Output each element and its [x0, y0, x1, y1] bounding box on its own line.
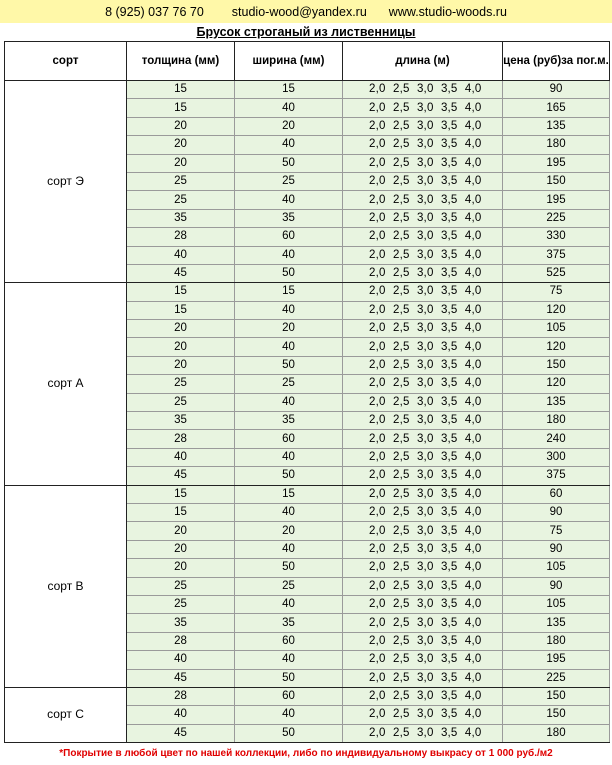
website-link[interactable]: www.studio-woods.ru — [388, 4, 507, 19]
length-cell: 2,0 2,5 3,0 3,5 4,0 — [343, 320, 503, 338]
price-cell: 75 — [503, 522, 610, 540]
thickness-cell: 40 — [127, 246, 235, 264]
thickness-cell: 15 — [127, 99, 235, 117]
thickness-cell: 20 — [127, 522, 235, 540]
width-cell: 25 — [235, 577, 343, 595]
grade-cell: сорт Э — [5, 81, 127, 283]
width-cell: 60 — [235, 228, 343, 246]
width-cell: 50 — [235, 154, 343, 172]
thickness-cell: 40 — [127, 448, 235, 466]
price-cell: 120 — [503, 338, 610, 356]
width-cell: 40 — [235, 651, 343, 669]
length-cell: 2,0 2,5 3,0 3,5 4,0 — [343, 724, 503, 742]
thickness-cell: 20 — [127, 540, 235, 558]
price-cell: 225 — [503, 209, 610, 227]
column-header-width: ширина (мм) — [235, 42, 343, 81]
thickness-cell: 35 — [127, 614, 235, 632]
width-cell: 40 — [235, 301, 343, 319]
price-cell: 90 — [503, 503, 610, 521]
width-cell: 50 — [235, 356, 343, 374]
thickness-cell: 45 — [127, 724, 235, 742]
price-cell: 135 — [503, 614, 610, 632]
email-address[interactable]: studio-wood@yandex.ru — [231, 4, 367, 19]
length-cell: 2,0 2,5 3,0 3,5 4,0 — [343, 393, 503, 411]
price-cell: 150 — [503, 356, 610, 374]
length-cell: 2,0 2,5 3,0 3,5 4,0 — [343, 559, 503, 577]
thickness-cell: 25 — [127, 191, 235, 209]
thickness-cell: 20 — [127, 320, 235, 338]
thickness-cell: 28 — [127, 632, 235, 650]
column-header-price: цена (руб)за пог.м. — [503, 42, 610, 81]
thickness-cell: 15 — [127, 503, 235, 521]
price-cell: 180 — [503, 724, 610, 742]
length-cell: 2,0 2,5 3,0 3,5 4,0 — [343, 356, 503, 374]
price-cell: 180 — [503, 412, 610, 430]
length-cell: 2,0 2,5 3,0 3,5 4,0 — [343, 412, 503, 430]
price-table — [4, 41, 610, 743]
width-cell: 25 — [235, 375, 343, 393]
price-cell: 375 — [503, 246, 610, 264]
width-cell: 40 — [235, 595, 343, 613]
length-cell: 2,0 2,5 3,0 3,5 4,0 — [343, 467, 503, 485]
width-cell: 60 — [235, 632, 343, 650]
price-cell: 165 — [503, 99, 610, 117]
thickness-cell: 45 — [127, 669, 235, 687]
length-cell: 2,0 2,5 3,0 3,5 4,0 — [343, 154, 503, 172]
width-cell: 20 — [235, 522, 343, 540]
price-cell: 105 — [503, 559, 610, 577]
price-cell: 120 — [503, 301, 610, 319]
price-cell: 90 — [503, 81, 610, 99]
thickness-cell: 20 — [127, 356, 235, 374]
length-cell: 2,0 2,5 3,0 3,5 4,0 — [343, 706, 503, 724]
thickness-cell: 20 — [127, 559, 235, 577]
thickness-cell: 25 — [127, 577, 235, 595]
thickness-cell: 28 — [127, 430, 235, 448]
width-cell: 40 — [235, 338, 343, 356]
width-cell: 40 — [235, 99, 343, 117]
length-cell: 2,0 2,5 3,0 3,5 4,0 — [343, 632, 503, 650]
width-cell: 40 — [235, 503, 343, 521]
length-cell: 2,0 2,5 3,0 3,5 4,0 — [343, 448, 503, 466]
width-cell: 50 — [235, 669, 343, 687]
length-cell: 2,0 2,5 3,0 3,5 4,0 — [343, 614, 503, 632]
width-cell: 50 — [235, 467, 343, 485]
contact-bar — [0, 0, 612, 23]
price-cell: 240 — [503, 430, 610, 448]
thickness-cell: 35 — [127, 412, 235, 430]
length-cell: 2,0 2,5 3,0 3,5 4,0 — [343, 99, 503, 117]
price-cell: 525 — [503, 264, 610, 282]
length-cell: 2,0 2,5 3,0 3,5 4,0 — [343, 503, 503, 521]
width-cell: 35 — [235, 209, 343, 227]
width-cell: 35 — [235, 412, 343, 430]
thickness-cell: 20 — [127, 136, 235, 154]
length-cell: 2,0 2,5 3,0 3,5 4,0 — [343, 338, 503, 356]
table-row — [5, 81, 610, 99]
width-cell: 15 — [235, 485, 343, 503]
price-cell: 150 — [503, 706, 610, 724]
price-cell: 135 — [503, 117, 610, 135]
width-cell: 20 — [235, 117, 343, 135]
width-cell: 40 — [235, 706, 343, 724]
length-cell: 2,0 2,5 3,0 3,5 4,0 — [343, 522, 503, 540]
length-cell: 2,0 2,5 3,0 3,5 4,0 — [343, 687, 503, 705]
price-cell: 90 — [503, 540, 610, 558]
thickness-cell: 28 — [127, 687, 235, 705]
table-row — [5, 485, 610, 503]
thickness-cell: 15 — [127, 301, 235, 319]
price-cell: 375 — [503, 467, 610, 485]
phone-number: 8 (925) 037 76 70 — [105, 4, 204, 19]
length-cell: 2,0 2,5 3,0 3,5 4,0 — [343, 651, 503, 669]
thickness-cell: 25 — [127, 393, 235, 411]
length-cell: 2,0 2,5 3,0 3,5 4,0 — [343, 246, 503, 264]
table-row — [5, 283, 610, 301]
footnote: *Покрытие в любой цвет по нашей коллекции, либо по индивидуальному выкрасу от 1 000 руб./м2 — [59, 748, 553, 759]
price-cell: 120 — [503, 375, 610, 393]
width-cell: 25 — [235, 172, 343, 190]
width-cell: 20 — [235, 320, 343, 338]
length-cell: 2,0 2,5 3,0 3,5 4,0 — [343, 264, 503, 282]
thickness-cell: 25 — [127, 172, 235, 190]
length-cell: 2,0 2,5 3,0 3,5 4,0 — [343, 209, 503, 227]
price-cell: 225 — [503, 669, 610, 687]
thickness-cell: 25 — [127, 595, 235, 613]
width-cell: 40 — [235, 246, 343, 264]
width-cell: 40 — [235, 448, 343, 466]
table-header-row — [5, 42, 610, 81]
thickness-cell: 20 — [127, 338, 235, 356]
grade-cell: сорт С — [5, 687, 127, 742]
length-cell: 2,0 2,5 3,0 3,5 4,0 — [343, 172, 503, 190]
width-cell: 40 — [235, 136, 343, 154]
length-cell: 2,0 2,5 3,0 3,5 4,0 — [343, 430, 503, 448]
price-cell: 90 — [503, 577, 610, 595]
thickness-cell: 25 — [127, 375, 235, 393]
width-cell: 60 — [235, 430, 343, 448]
thickness-cell: 45 — [127, 264, 235, 282]
width-cell: 50 — [235, 724, 343, 742]
price-cell: 195 — [503, 154, 610, 172]
thickness-cell: 45 — [127, 467, 235, 485]
column-header-thickness: толщина (мм) — [127, 42, 235, 81]
table-body — [5, 81, 610, 743]
price-cell: 75 — [503, 283, 610, 301]
length-cell: 2,0 2,5 3,0 3,5 4,0 — [343, 485, 503, 503]
price-cell: 180 — [503, 632, 610, 650]
length-cell: 2,0 2,5 3,0 3,5 4,0 — [343, 228, 503, 246]
price-cell: 195 — [503, 651, 610, 669]
price-cell: 150 — [503, 687, 610, 705]
grade-cell: сорт А — [5, 283, 127, 485]
length-cell: 2,0 2,5 3,0 3,5 4,0 — [343, 595, 503, 613]
thickness-cell: 15 — [127, 485, 235, 503]
length-cell: 2,0 2,5 3,0 3,5 4,0 — [343, 117, 503, 135]
table-row — [5, 687, 610, 705]
grade-cell: сорт В — [5, 485, 127, 687]
width-cell: 40 — [235, 191, 343, 209]
price-cell: 135 — [503, 393, 610, 411]
width-cell: 50 — [235, 559, 343, 577]
length-cell: 2,0 2,5 3,0 3,5 4,0 — [343, 669, 503, 687]
price-cell: 330 — [503, 228, 610, 246]
thickness-cell: 28 — [127, 228, 235, 246]
thickness-cell: 35 — [127, 209, 235, 227]
price-cell: 180 — [503, 136, 610, 154]
price-cell: 300 — [503, 448, 610, 466]
thickness-cell: 20 — [127, 154, 235, 172]
thickness-cell: 15 — [127, 283, 235, 301]
length-cell: 2,0 2,5 3,0 3,5 4,0 — [343, 301, 503, 319]
price-cell: 105 — [503, 320, 610, 338]
column-header-length: длина (м) — [343, 42, 503, 81]
thickness-cell: 20 — [127, 117, 235, 135]
price-cell: 150 — [503, 172, 610, 190]
length-cell: 2,0 2,5 3,0 3,5 4,0 — [343, 191, 503, 209]
length-cell: 2,0 2,5 3,0 3,5 4,0 — [343, 136, 503, 154]
width-cell: 15 — [235, 81, 343, 99]
width-cell: 40 — [235, 393, 343, 411]
length-cell: 2,0 2,5 3,0 3,5 4,0 — [343, 283, 503, 301]
price-cell: 60 — [503, 485, 610, 503]
thickness-cell: 15 — [127, 81, 235, 99]
price-cell: 195 — [503, 191, 610, 209]
thickness-cell: 40 — [127, 651, 235, 669]
width-cell: 60 — [235, 687, 343, 705]
page-title: Брусок строганый из лиственницы — [196, 25, 416, 39]
length-cell: 2,0 2,5 3,0 3,5 4,0 — [343, 540, 503, 558]
width-cell: 15 — [235, 283, 343, 301]
length-cell: 2,0 2,5 3,0 3,5 4,0 — [343, 375, 503, 393]
thickness-cell: 40 — [127, 706, 235, 724]
length-cell: 2,0 2,5 3,0 3,5 4,0 — [343, 577, 503, 595]
price-cell: 105 — [503, 595, 610, 613]
column-header-grade: сорт — [5, 42, 127, 81]
width-cell: 50 — [235, 264, 343, 282]
width-cell: 35 — [235, 614, 343, 632]
width-cell: 40 — [235, 540, 343, 558]
length-cell: 2,0 2,5 3,0 3,5 4,0 — [343, 81, 503, 99]
